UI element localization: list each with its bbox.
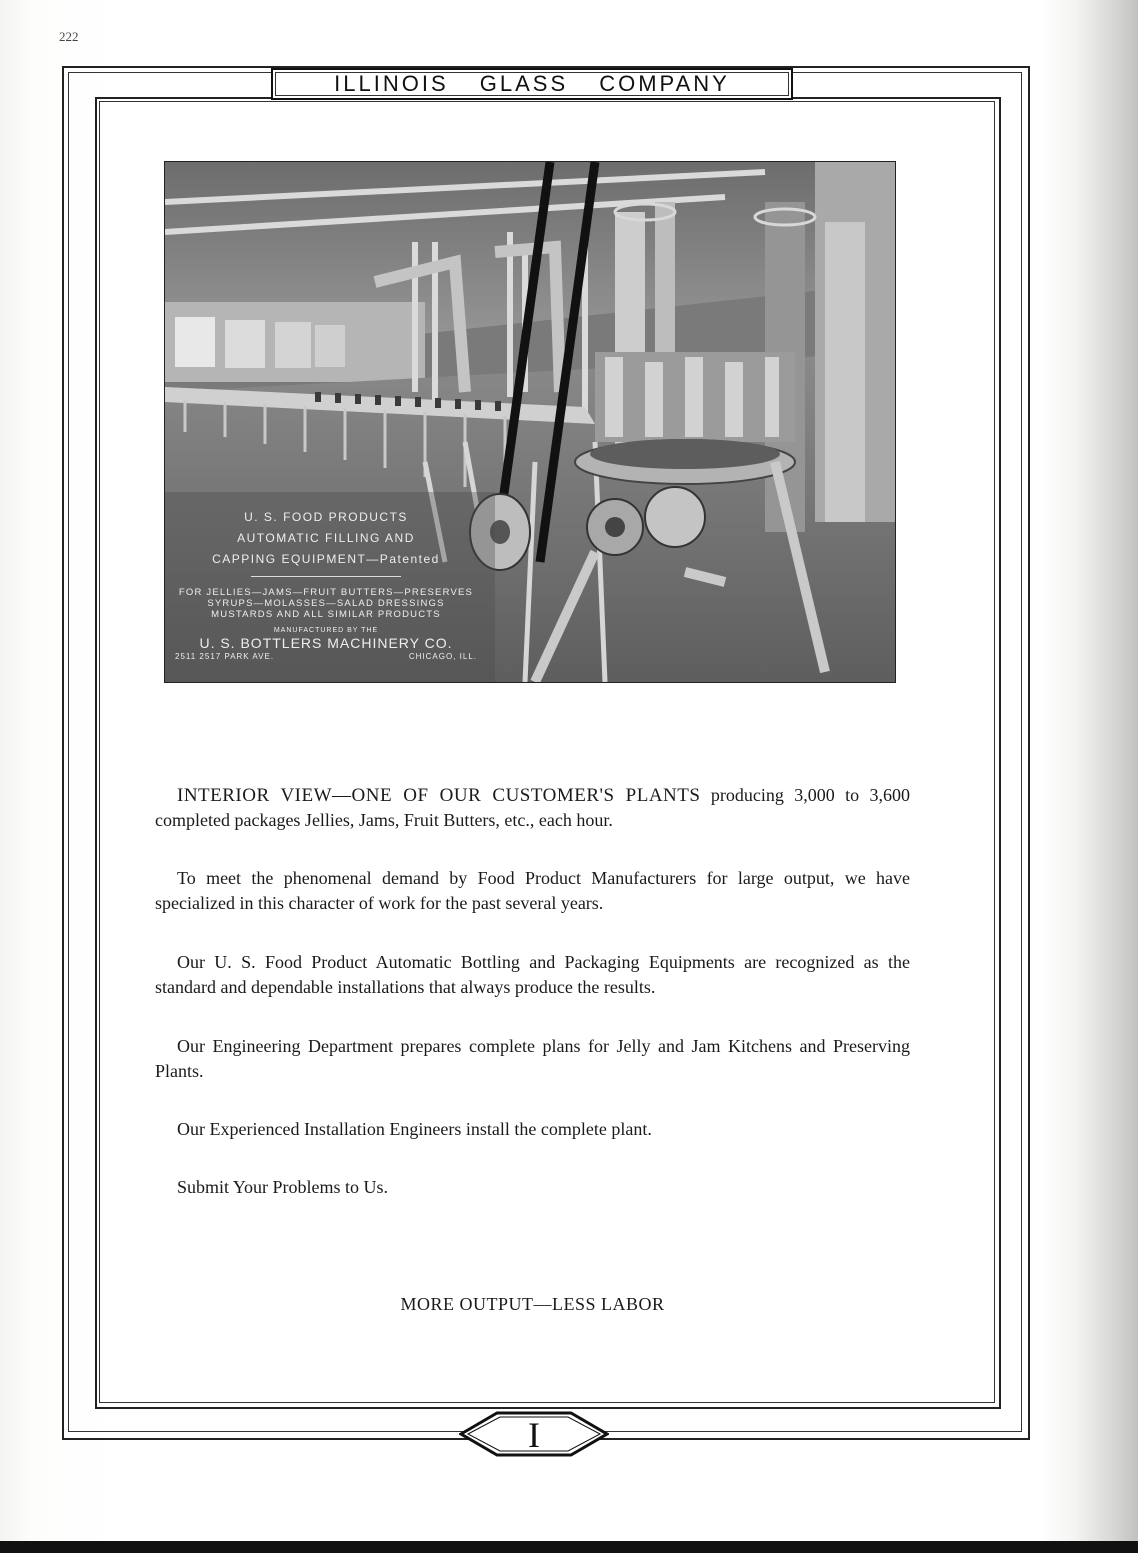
page-curl-shadow: [1075, 0, 1138, 1553]
caption-products-1: FOR JELLIES—JAMS—FRUIT BUTTERS—PRESERVES: [178, 587, 474, 598]
company-title: ILLINOIS GLASS COMPANY: [334, 71, 730, 96]
caption-manufactured-by: MANUFACTURED BY THE: [273, 627, 379, 634]
paragraph-1-lead: INTERIOR VIEW—ONE OF OUR CUSTOMER'S PLANTS: [177, 785, 701, 806]
diamond-i-logo-icon: [459, 1411, 609, 1457]
caption-city: CHICAGO, ILL.: [408, 652, 477, 661]
body-copy: [155, 783, 910, 1200]
paragraph-1-rest: producing 3,000 to 3,600 completed packages Jellies, Jams, Fruit Butters, etc., each hour.: [155, 785, 910, 830]
logo-letter: I: [528, 1415, 540, 1455]
caption-address: 2511 2517 PARK AVE.: [175, 652, 275, 661]
caption-company: U. S. BOTTLERS MACHINERY CO.: [199, 635, 453, 651]
caption-divider: [251, 576, 401, 577]
paragraph-5: Our Experienced Installation Engineers install the complete plant.: [177, 1119, 652, 1139]
photo-caption: [171, 507, 481, 661]
caption-products-3: MUSTARDS AND ALL SIMILAR PRODUCTS: [211, 609, 441, 620]
slogan: MORE OUTPUT—LESS LABOR: [400, 1294, 665, 1314]
caption-line-2: AUTOMATIC FILLING AND: [237, 531, 415, 545]
factory-photo: [164, 161, 896, 683]
scan-bottom-edge: [0, 1541, 1138, 1553]
header-banner: [271, 68, 793, 100]
caption-line-3: CAPPING EQUIPMENT—Patented: [212, 552, 440, 566]
caption-address-row: [171, 652, 481, 661]
caption-products-2: SYRUPS—MOLASSES—SALAD DRESSINGS: [207, 598, 445, 609]
paragraph-6: Submit Your Problems to Us.: [177, 1177, 389, 1197]
paragraph-2: To meet the phenomenal demand by Food Product Manufacturers for large output, we have specialized in this character of work for the past several years.: [155, 868, 910, 913]
paragraph-1: [155, 783, 910, 833]
paragraph-3: Our U. S. Food Product Automatic Bottling and Packaging Equipments are recognized as the standard and dependable installations that always produce the results.: [155, 952, 910, 997]
paragraph-4: Our Engineering Department prepares complete plans for Jelly and Jam Kitchens and Preserving Plants.: [155, 1036, 910, 1081]
caption-line-1: U. S. FOOD PRODUCTS: [244, 510, 408, 524]
page-number: 222: [59, 29, 79, 44]
